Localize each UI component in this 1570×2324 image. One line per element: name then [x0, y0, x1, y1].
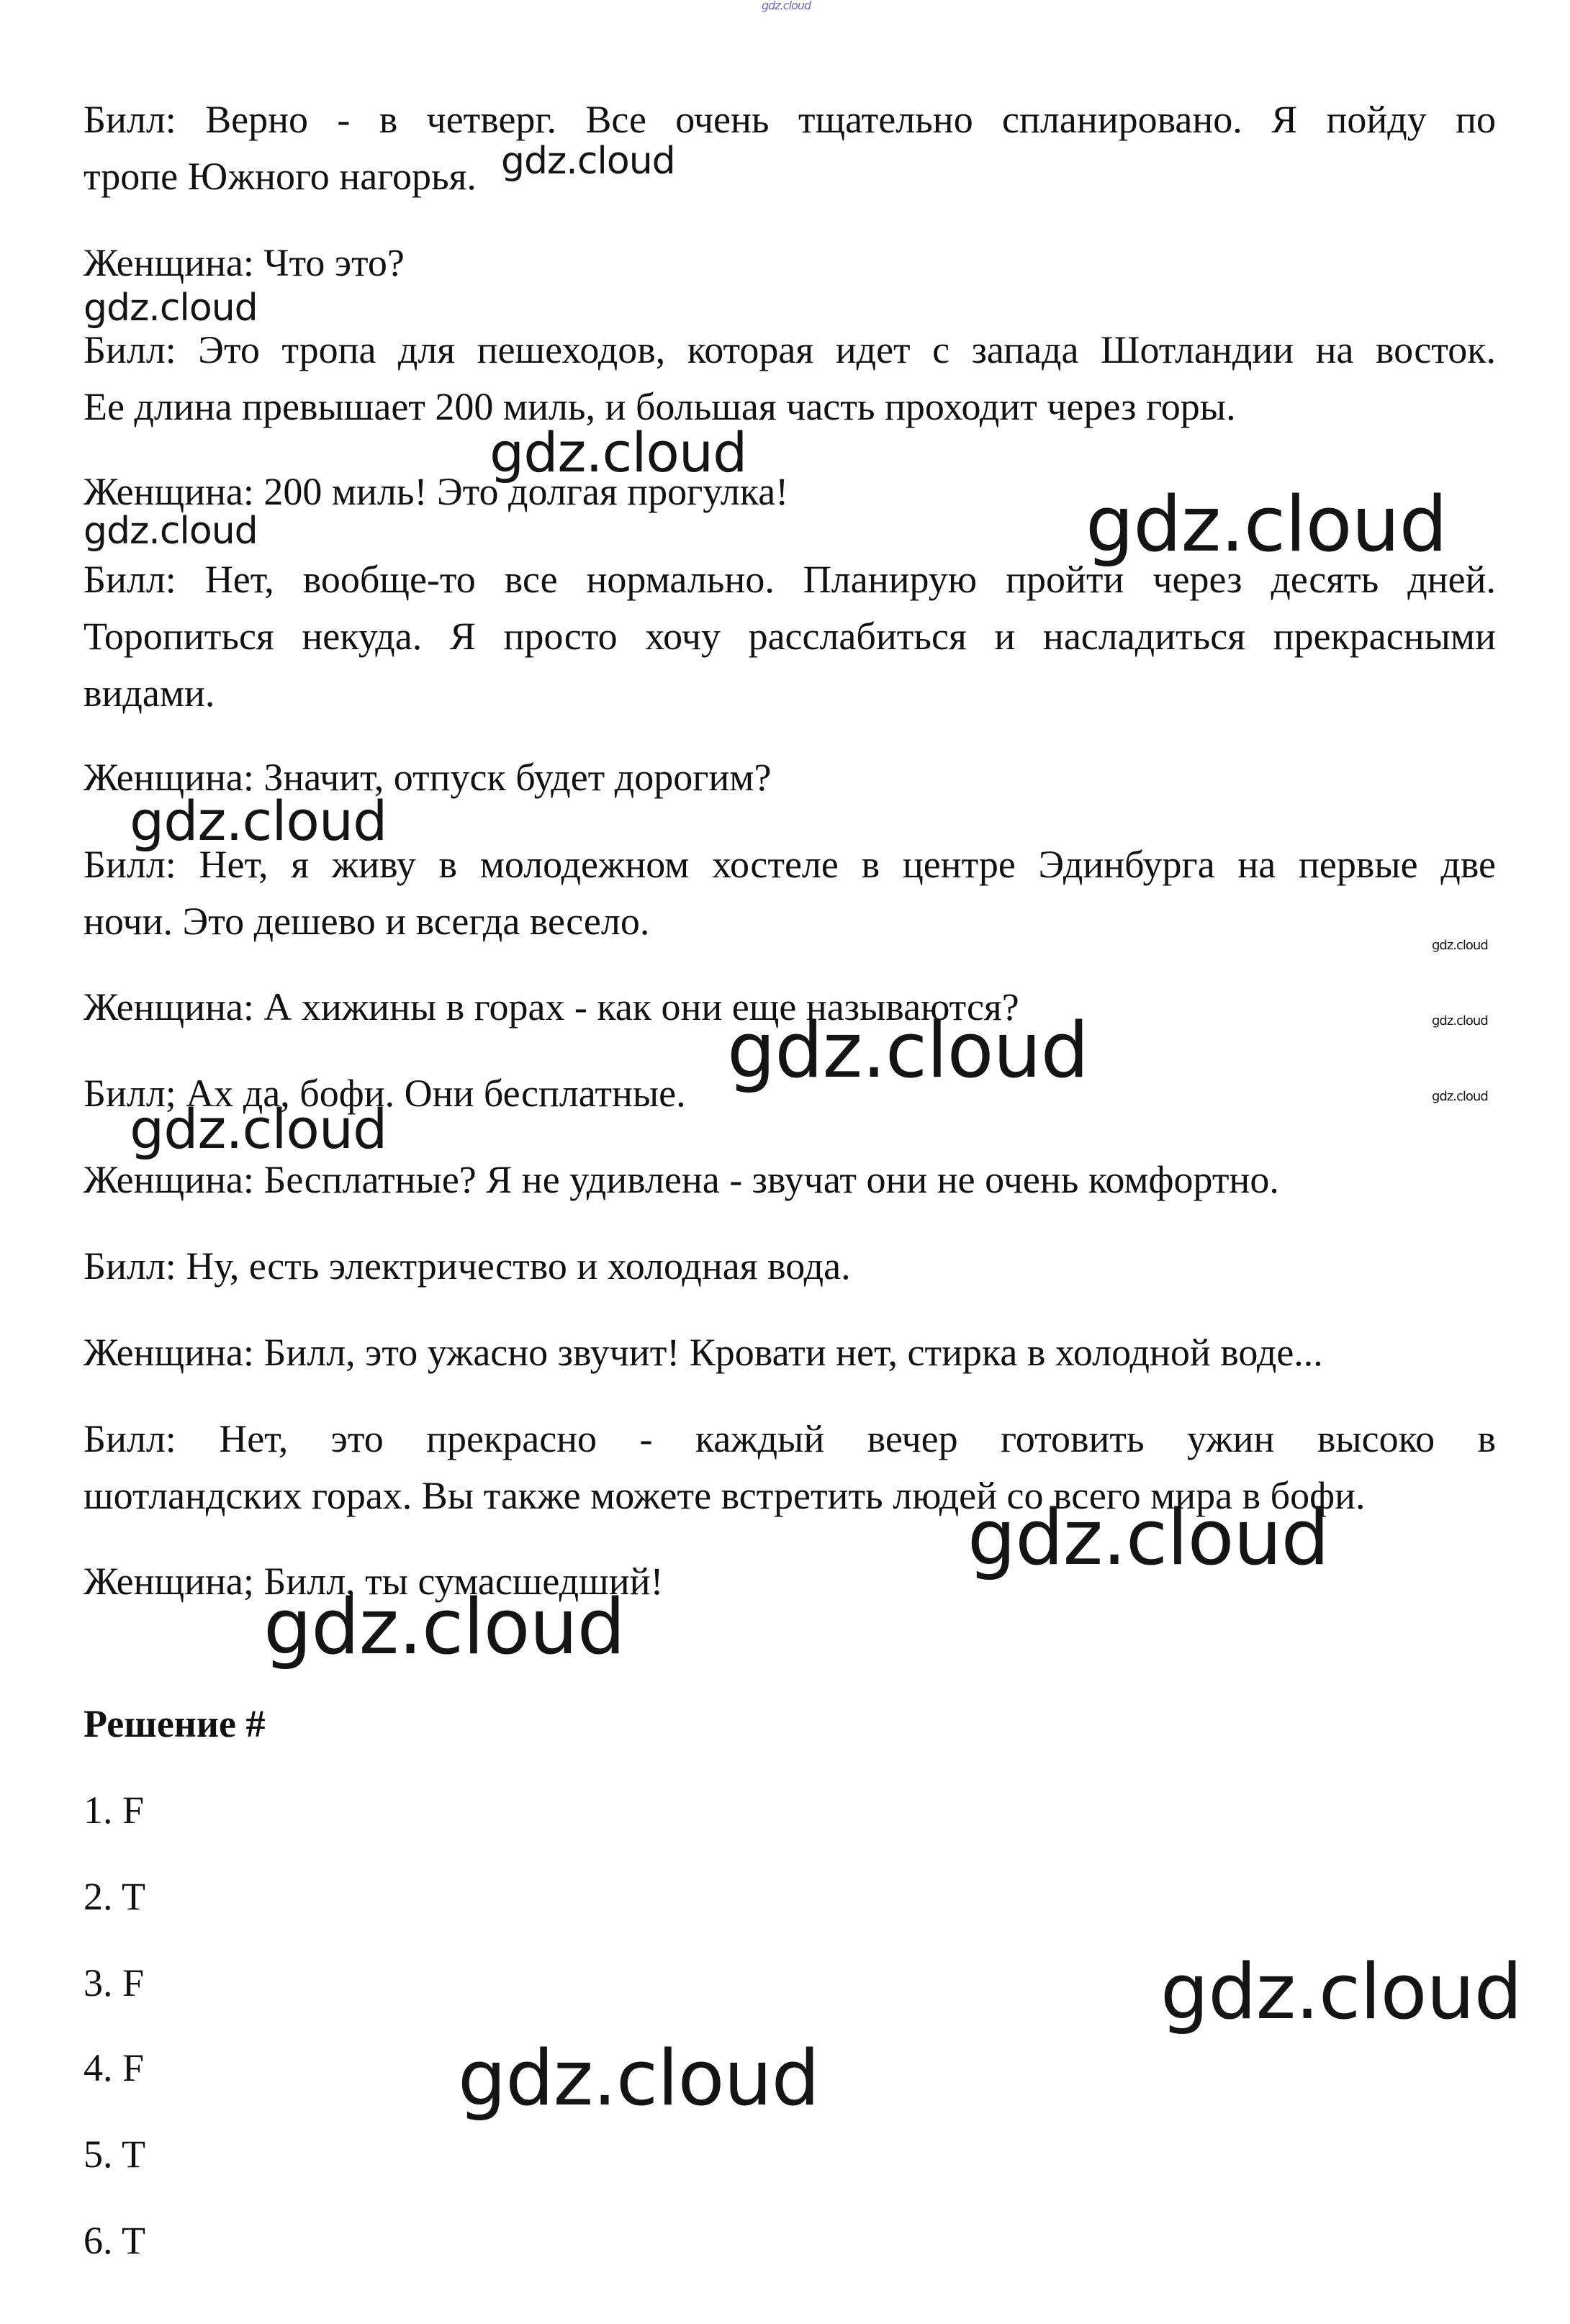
dialogue-line: тропе Южного нагорья.	[84, 155, 477, 198]
watermark: gdz.cloud	[1086, 480, 1447, 569]
watermark: gdz.cloud	[130, 1097, 387, 1161]
dialogue-line: Женщина; Билл, ты сумасшедший!	[84, 1560, 664, 1603]
dialogue-paragraph-8	[84, 979, 1496, 1036]
dialogue-line: Билл: Верно - в четверг. Все очень тщательно спланировано. Я пойду по	[84, 98, 1496, 141]
dialogue-line: Билл: Ну, есть электричество и холодная вода.	[84, 1244, 851, 1288]
dialogue-paragraph-11	[84, 1238, 1496, 1295]
dialogue-paragraph-1	[84, 91, 1496, 205]
dialogue-line: Билл: Нет, вообще-то все нормально. Планирую пройти через десять дней.	[84, 558, 1496, 601]
dialogue-paragraph-2	[84, 235, 1496, 291]
watermark: gdz.cloud	[130, 789, 387, 853]
watermark: gdz.cloud	[84, 510, 258, 553]
watermark: gdz.cloud	[1432, 938, 1488, 953]
answer-item: 4. F	[84, 2046, 145, 2089]
dialogue-line: Женщина: Бесплатные? Я не удивлена - звучат они не очень комфортно.	[84, 1158, 1279, 1201]
dialogue-line: Женщина: А хижины в горах - как они еще называются?	[84, 985, 1019, 1028]
dialogue-line: Женщина: Что это?	[84, 241, 405, 284]
answer-item: 3. F	[84, 1961, 145, 2004]
dialogue-line: Билл: Это тропа для пешеходов, которая идет с запада Шотландии на восток.	[84, 328, 1496, 371]
watermark: gdz.cloud	[84, 286, 258, 330]
dialogue-paragraph-3	[84, 322, 1496, 435]
answer-item: 6. T	[84, 2219, 146, 2262]
watermark-top: gdz.cloud	[762, 0, 811, 12]
watermark: gdz.cloud	[1432, 1013, 1488, 1028]
dialogue-line: Билл: Нет, это прекрасно - каждый вечер готовить ужин высоко в	[84, 1417, 1496, 1460]
watermark: gdz.cloud	[727, 1006, 1088, 1095]
watermark: gdz.cloud	[1160, 1948, 1522, 2036]
dialogue-paragraph-10	[84, 1152, 1496, 1208]
dialogue-line: Билл; Ах да, бофи. Они бесплатные.	[84, 1072, 686, 1115]
answer-item: 5. T	[84, 2133, 146, 2176]
watermark: gdz.cloud	[1432, 1089, 1488, 1104]
dialogue-paragraph-6	[84, 749, 1496, 806]
watermark: gdz.cloud	[490, 420, 747, 484]
watermark: gdz.cloud	[458, 2034, 819, 2122]
dialogue-paragraph-12	[84, 1324, 1496, 1381]
dialogue-line: видами.	[84, 672, 215, 715]
solution-heading: Решение #	[84, 1702, 266, 1745]
dialogue-paragraph-4	[84, 464, 1496, 520]
dialogue-paragraph-7	[84, 836, 1496, 950]
dialogue-line: Торопиться некуда. Я просто хочу расслабиться и насладиться прекрасными	[84, 615, 1496, 658]
watermark: gdz.cloud	[263, 1583, 625, 1671]
dialogue-line: Женщина: Значит, отпуск будет дорогим?	[84, 756, 772, 799]
dialogue-line: Ее длина превышает 200 миль, и большая часть проходит через горы.	[84, 385, 1236, 428]
dialogue-paragraph-13	[84, 1411, 1496, 1524]
dialogue-line: шотландских горах. Вы также можете встретить людей со всего мира в бофи.	[84, 1474, 1366, 1517]
dialogue-paragraph-14	[84, 1553, 1496, 1610]
watermark: gdz.cloud	[967, 1493, 1329, 1582]
dialogue-line: Билл: Нет, я живу в молодежном хостеле в центре Эдинбурга на первые две	[84, 843, 1496, 886]
dialogue-paragraph-5	[84, 551, 1496, 722]
watermark: gdz.cloud	[501, 140, 675, 183]
dialogue-paragraph-9	[84, 1065, 1496, 1122]
answer-item: 2. T	[84, 1875, 146, 1918]
dialogue-line: Женщина: Билл, это ужасно звучит! Кровати нет, стирка в холодной воде...	[84, 1331, 1323, 1374]
dialogue-line: ночи. Это дешево и всегда весело.	[84, 900, 650, 943]
dialogue-line: Женщина: 200 миль! Это долгая прогулка!	[84, 470, 789, 513]
answer-item: 1. F	[84, 1789, 145, 1832]
